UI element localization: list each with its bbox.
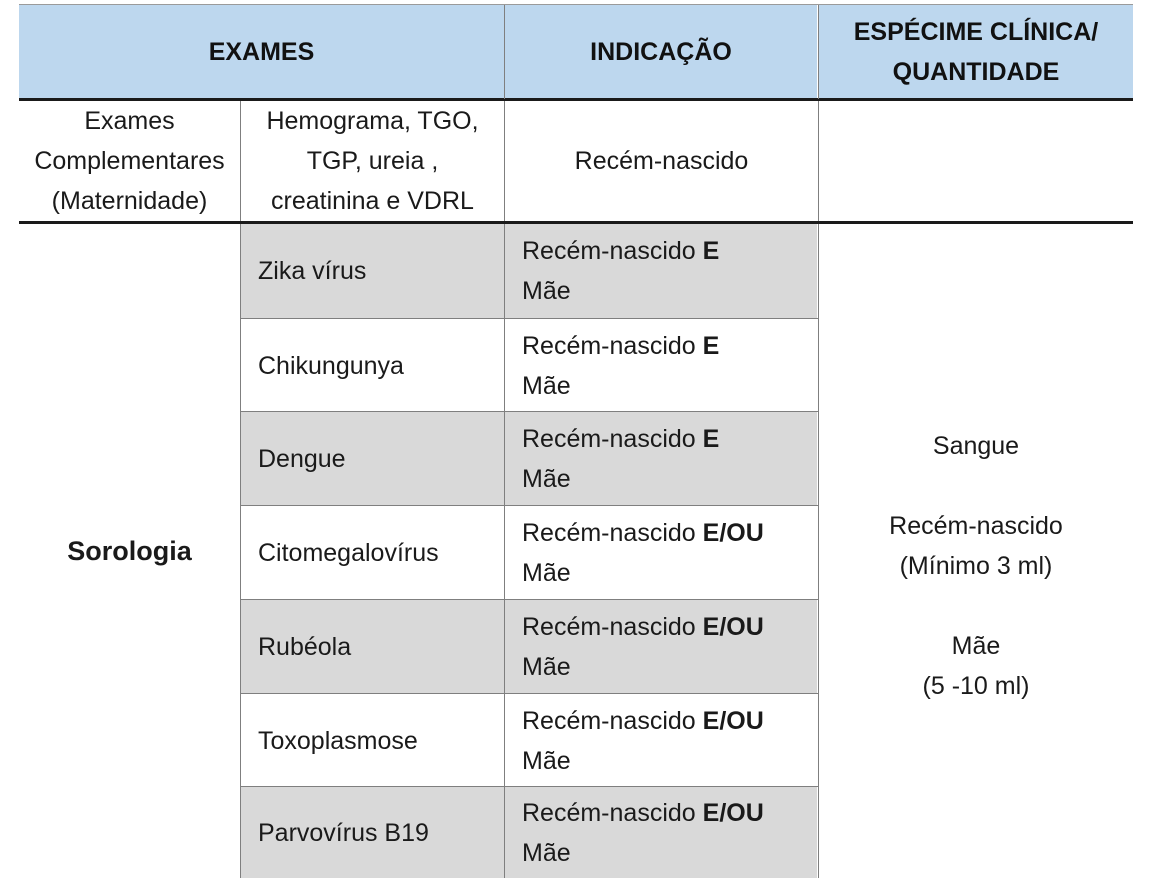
exam-complementares (241, 101, 504, 221)
comp-divider-3 (818, 101, 819, 221)
indicacao-conj: E/OU (702, 519, 764, 547)
group-complementares-line1: Exames (84, 107, 175, 135)
row-border (241, 505, 818, 506)
indicacao-text-2: Mãe (522, 371, 571, 400)
indicacao-conj: E (702, 331, 720, 360)
group-complementares-line2: Complementares (34, 147, 225, 175)
row-border (241, 318, 818, 319)
header-divider-1 (504, 5, 505, 99)
indicacao-text-2: Mãe (522, 464, 571, 493)
indicacao-conj: E/OU (702, 798, 764, 827)
indicacao-cell (505, 224, 818, 318)
group-complementares-line3: (Maternidade) (51, 187, 208, 215)
row-border (241, 786, 818, 787)
exam-name: Zika vírus (258, 257, 367, 285)
header-exames-label: EXAMES (208, 38, 315, 66)
header-especime-line1: ESPÉCIME CLÍNICA/ (853, 18, 1099, 46)
group-sorologia (19, 224, 240, 878)
especime-line4: Mãe (951, 632, 1001, 660)
indicacao-text: Recém-nascido (522, 519, 696, 547)
exam-complementares-line1: Hemograma, TGO, (266, 107, 479, 135)
especime-line2: Recém-nascido (889, 512, 1063, 540)
especime-line1: Sangue (932, 432, 1020, 460)
especime-sorologia (819, 224, 1133, 878)
exam-name: Dengue (258, 444, 346, 473)
group-complementares (19, 101, 240, 221)
indicacao-conj: E (702, 237, 720, 265)
indicacao-text-2: Mãe (522, 838, 571, 867)
header-divider-2 (818, 5, 819, 99)
indicacao-text-2: Mãe (522, 652, 571, 681)
exam-name: Chikungunya (258, 351, 404, 380)
indicacao-text-2: Mãe (522, 746, 571, 775)
indicacao-cell (505, 412, 818, 505)
indicacao-text: Recém-nascido (522, 706, 696, 735)
comp-divider-2 (504, 101, 505, 221)
exam-cell (241, 787, 504, 878)
exam-cell (241, 506, 504, 600)
indicacao-conj: E (702, 424, 720, 453)
exam-complementares-line2: TGP, ureia , (306, 147, 439, 175)
exam-name: Parvovírus B19 (258, 818, 429, 847)
indicacao-conj: E/OU (702, 612, 764, 641)
exam-cell (241, 224, 504, 318)
indicacao-text: Recém-nascido (522, 331, 696, 360)
header-indicacao (505, 5, 817, 99)
especime-complementares (819, 101, 1133, 221)
indicacao-text: Recém-nascido (522, 424, 696, 453)
exam-name: Rubéola (258, 632, 352, 661)
row-border (241, 599, 818, 600)
indicacao-text: Recém-nascido (522, 798, 696, 827)
indicacao-cell (505, 787, 818, 878)
sorologia-divider-2 (504, 224, 505, 878)
header-especime (819, 5, 1133, 99)
exam-complementares-line3: creatinina e VDRL (271, 187, 474, 215)
indicacao-conj: E/OU (702, 706, 764, 735)
row-border (241, 411, 818, 412)
exam-name: Citomegalovírus (258, 539, 439, 567)
indicacao-cell (505, 600, 818, 693)
header-exames (19, 5, 504, 99)
indicacao-text-2: Mãe (522, 277, 571, 305)
indicacao-text-2: Mãe (522, 559, 571, 587)
comp-divider-1 (240, 101, 241, 221)
indicacao-complementares (505, 101, 818, 221)
exam-cell (241, 412, 504, 505)
indicacao-cell (505, 506, 818, 600)
sorologia-divider-1 (240, 224, 241, 878)
group-sorologia-label: Sorologia (67, 536, 192, 566)
exam-cell (241, 600, 504, 693)
row-border (241, 693, 818, 694)
exam-cell (241, 694, 504, 787)
indicacao-cell (505, 694, 818, 787)
especime-line3: (Mínimo 3 ml) (899, 552, 1053, 580)
header-especime-line2: QUANTIDADE (892, 58, 1060, 86)
indicacao-text: Recém-nascido (522, 612, 696, 641)
indicacao-complementares-label: Recém-nascido (574, 147, 749, 175)
especime-line5: (5 -10 ml) (922, 672, 1030, 700)
header-indicacao-label: INDICAÇÃO (590, 38, 732, 66)
header-top-border (19, 4, 1133, 5)
indicacao-cell (505, 319, 818, 412)
exam-cell (241, 319, 504, 412)
exam-name: Toxoplasmose (258, 726, 418, 755)
indicacao-text: Recém-nascido (522, 237, 696, 265)
